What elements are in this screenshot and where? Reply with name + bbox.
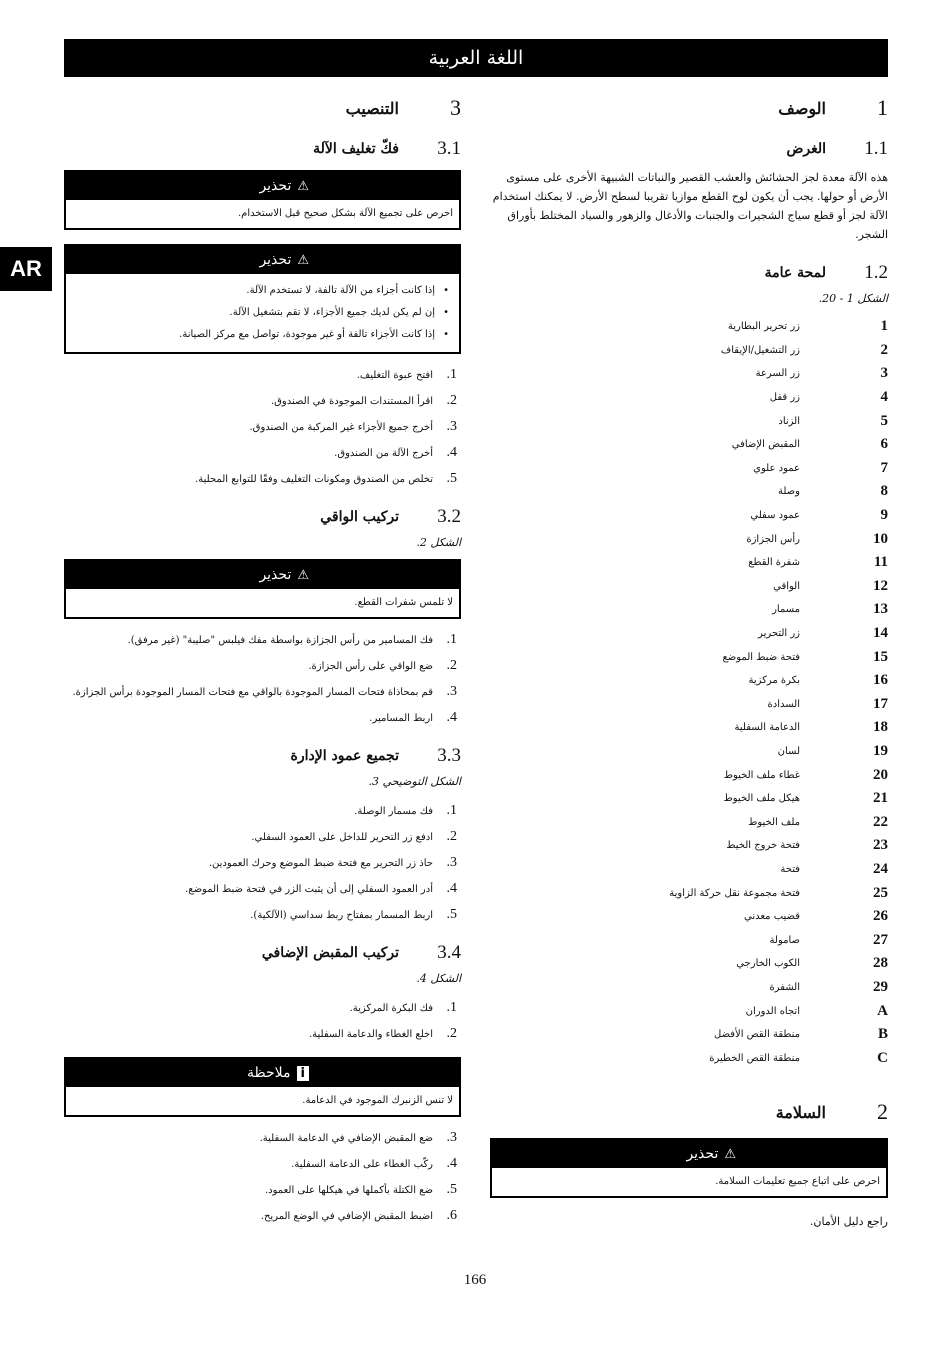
part-number: 18	[873, 719, 888, 736]
list-item	[64, 902, 461, 928]
list-item	[64, 466, 461, 492]
part-label: منطقة القص الأفضل	[714, 1029, 800, 1041]
part-number: A	[877, 1002, 888, 1019]
part-number: 13	[873, 601, 888, 618]
step-text: حاذ زر التحرير مع فتحة ضبط الموضع وحرك العمودين.	[208, 857, 433, 869]
subsection-heading	[64, 134, 461, 164]
part-label: زر السرعة	[755, 368, 800, 380]
list-item	[490, 504, 888, 528]
page-number: 166	[463, 1272, 487, 1288]
list-item	[64, 1151, 461, 1177]
figure-reference: الشكل 1 - 20.	[818, 292, 888, 305]
subsection-title: تركيب المقبض الإضافي	[261, 945, 399, 961]
list-item	[64, 440, 461, 466]
warning-icon: ⚠	[724, 1147, 736, 1162]
part-label: ملف الخيوط	[748, 816, 800, 828]
note-header	[66, 1059, 459, 1087]
list-item	[64, 679, 461, 705]
warning-text: احرص على اتباع جميع تعليمات السلامة.	[715, 1176, 880, 1187]
list-item	[64, 653, 461, 679]
list-item	[490, 952, 888, 976]
subsection-heading	[64, 741, 461, 771]
section-title: السلامة	[775, 1102, 826, 1122]
part-number: 25	[873, 884, 888, 901]
part-label: المقبض الإضافي	[731, 439, 800, 451]
list-item	[64, 627, 461, 653]
part-number: 24	[873, 860, 888, 877]
warning-icon: ⚠	[297, 568, 309, 583]
list-item	[490, 669, 888, 693]
section-title: التنصيب	[345, 98, 399, 118]
step-number: 1.	[446, 1000, 457, 1015]
part-number: 26	[873, 908, 888, 925]
list-item	[490, 527, 888, 551]
step-number: 3.	[446, 855, 457, 870]
info-icon: i	[297, 1066, 309, 1081]
part-label: اتجاه الدوران	[745, 1005, 800, 1017]
list-item	[64, 1125, 461, 1151]
list-item	[490, 858, 888, 882]
part-number: 21	[873, 790, 888, 807]
step-number: 4.	[446, 1156, 457, 1171]
list-item	[490, 1023, 888, 1047]
list-item	[490, 693, 888, 717]
part-label: فتحة	[780, 863, 800, 875]
section-number: 2	[877, 1099, 888, 1124]
step-text: اضبط المقبض الإضافي في الوضع المريح.	[260, 1210, 433, 1222]
step-text: ضع الكتلة بأكملها في هيكلها على العمود.	[265, 1184, 433, 1196]
subsection-number: 3.1	[437, 138, 461, 159]
step-text: فك مسمار الوصلة.	[354, 805, 433, 817]
list-item	[490, 881, 888, 905]
part-label: وصلة	[778, 486, 800, 498]
steps-list	[64, 798, 461, 928]
steps-list	[64, 362, 461, 492]
part-label: فتحة مجموعة نقل حركة الزاوية	[669, 887, 800, 899]
list-item	[490, 315, 888, 339]
safety-reference: راجع دليل الأمان.	[809, 1215, 888, 1228]
step-number: 2.	[446, 393, 457, 408]
subsection-heading	[490, 134, 888, 164]
part-number: 19	[873, 742, 888, 759]
left-column	[64, 92, 461, 1239]
part-number: 29	[873, 978, 888, 995]
subsection-number: 3.2	[437, 506, 461, 527]
part-number: C	[877, 1049, 888, 1066]
step-text: ادفع زر التحرير للداخل على العمود السفلي.	[251, 831, 433, 843]
part-label: زر تحرير البطارية	[727, 321, 800, 333]
part-number: 15	[873, 648, 888, 665]
list-item	[490, 928, 888, 952]
warning-box	[64, 559, 461, 619]
part-label: عمود علوي	[753, 462, 800, 474]
figure-reference: الشكل 2.	[416, 536, 461, 549]
language-banner: اللغة العربية	[64, 39, 888, 77]
warning-text: احرص على تجميع الآلة بشكل صحيح قبل الاستخدام.	[238, 208, 453, 219]
step-text: أخرج الآلة من الصندوق.	[334, 447, 433, 459]
list-item	[490, 433, 888, 457]
list-item	[490, 362, 888, 386]
part-label: عمود سفلي	[750, 510, 800, 522]
part-label: زر التحرير	[758, 628, 800, 640]
part-label: قضيب معدني	[743, 911, 800, 923]
step-text: فك المسامير من رأس الجزازة بواسطة مفك فيلبس "صليبة" (غير مرفق).	[127, 634, 433, 646]
part-number: 10	[873, 530, 888, 547]
part-label: فتحة ضبط الموضع	[722, 651, 800, 663]
part-number: 7	[880, 459, 888, 476]
warning-box	[64, 244, 461, 354]
warning-box	[490, 1138, 888, 1198]
warning-title: تحذير	[259, 567, 292, 583]
list-item	[64, 824, 461, 850]
warning-header	[66, 561, 459, 589]
list-item	[64, 362, 461, 388]
section-number: 1	[877, 95, 888, 120]
purpose-paragraph: هذه الآلة معدة لجز الحشائش والعشب القصير والنباتات الشبيهة الأخرى على مستوى الأرض أو حولها. يجب أن يكون لوح القطع موازيا تقريبا لسطح الأرض. لا يمكنك استخدام الآلة لجز أو قطع سياج الشجيرات والجنبات والأدغال والزهور والسياد المختلط بأوراق الشجر.	[492, 171, 888, 241]
step-text: أخرج جميع الأجزاء غير المركبة من الصندوق.	[249, 421, 433, 433]
list-item	[64, 876, 461, 902]
note-title: ملاحظة	[247, 1065, 291, 1081]
subsection-number: 1.1	[864, 138, 888, 159]
part-label: لسان	[777, 745, 800, 757]
steps-list	[64, 995, 461, 1047]
list-item	[490, 575, 888, 599]
list-item	[490, 598, 888, 622]
part-label: غطاء ملف الخيوط	[723, 769, 800, 781]
warning-header	[492, 1140, 886, 1168]
step-text: ركّب الغطاء على الدعامة السفلية.	[291, 1158, 433, 1170]
part-number: 17	[873, 695, 888, 712]
step-number: 5.	[446, 471, 457, 486]
warning-icon: ⚠	[297, 253, 309, 268]
part-number: 12	[873, 577, 888, 594]
language-tab: AR	[0, 247, 52, 291]
part-number: 14	[873, 625, 888, 642]
part-label: الشفرة	[769, 981, 800, 993]
part-number: 28	[873, 955, 888, 972]
step-text: اربط المسامير.	[369, 712, 433, 724]
subsection-heading	[64, 502, 461, 532]
list-item	[64, 1021, 461, 1047]
section-heading	[490, 92, 888, 124]
parts-list	[490, 315, 888, 1070]
subsection-title: تركيب الواقي	[320, 509, 399, 525]
step-number: 6.	[446, 1208, 457, 1223]
step-number: 2.	[446, 829, 457, 844]
step-text: ضع الواقي على رأس الجزازة.	[308, 660, 433, 672]
list-item	[490, 740, 888, 764]
list-item	[490, 480, 888, 504]
part-number: 1	[880, 318, 888, 335]
list-item	[490, 386, 888, 410]
part-label: فتحة خروج الخيط	[726, 840, 800, 852]
steps-list	[64, 627, 461, 731]
list-item	[64, 705, 461, 731]
part-number: 2	[880, 341, 888, 358]
list-item	[490, 645, 888, 669]
part-label: صامولة	[769, 934, 800, 946]
list-item	[64, 1177, 461, 1203]
part-label: الدعامة السفلية	[734, 722, 800, 734]
step-text: فك البكرة المركزية.	[349, 1002, 433, 1014]
part-label: الواقي	[773, 580, 800, 592]
part-number: 22	[873, 813, 888, 830]
warning-item: • إذا كانت الأجزاء تالفة أو غير موجودة، تواصل مع مركز الصيانة.	[72, 324, 435, 346]
step-text: افتح عبوة التغليف.	[356, 369, 433, 381]
list-item	[64, 1203, 461, 1229]
list-item	[490, 999, 888, 1023]
part-number: 9	[880, 507, 888, 524]
part-label: الكوب الخارجي	[736, 958, 800, 970]
section-number: 3	[450, 95, 461, 120]
subsection-number: 1.2	[864, 262, 888, 283]
list-item	[490, 457, 888, 481]
part-number: 8	[880, 483, 888, 500]
part-label: مسمار	[772, 604, 800, 616]
warning-title: تحذير	[259, 252, 292, 268]
list-item	[490, 716, 888, 740]
part-label: السدادة	[767, 698, 800, 710]
step-number: 1.	[446, 367, 457, 382]
step-number: 5.	[446, 907, 457, 922]
part-label: بكرة مركزية	[748, 675, 800, 687]
part-number: 27	[873, 931, 888, 948]
part-label: زر التشغيل/الإيقاف	[720, 344, 800, 356]
subsection-heading	[490, 258, 888, 288]
warning-header	[66, 172, 459, 200]
step-text: أدر العمود السفلي إلى أن يثبت الزر في فتحة ضبط الموضع.	[185, 883, 433, 895]
list-item	[490, 810, 888, 834]
step-number: 2.	[446, 1026, 457, 1041]
part-label: زر قفل	[769, 392, 800, 404]
figure-reference: الشكل 4.	[416, 972, 461, 985]
step-number: 3.	[446, 1130, 457, 1145]
step-number: 4.	[446, 710, 457, 725]
part-number: 23	[873, 837, 888, 854]
subsection-title: الغرض	[786, 141, 826, 157]
section-heading	[490, 1096, 888, 1128]
subsection-title: فكّ تغليف الآلة	[313, 141, 399, 157]
part-label: رأس الجزازة	[746, 533, 800, 545]
section-title: الوصف	[778, 98, 826, 118]
list-item	[64, 388, 461, 414]
list-item	[64, 414, 461, 440]
list-item	[490, 622, 888, 646]
subsection-heading	[64, 938, 461, 968]
right-column	[490, 92, 888, 1239]
part-number: 5	[880, 412, 888, 429]
step-number: 3.	[446, 684, 457, 699]
step-number: 5.	[446, 1182, 457, 1197]
warning-title: تحذير	[259, 178, 292, 194]
part-label: منطقة القص الخطيرة	[709, 1052, 800, 1064]
list-item	[490, 834, 888, 858]
warning-box	[64, 170, 461, 230]
step-number: 4.	[446, 445, 457, 460]
part-label: الزناد	[778, 415, 800, 427]
list-item	[490, 905, 888, 929]
figure-reference: الشكل التوضيحي 3.	[368, 775, 461, 788]
list-item	[64, 995, 461, 1021]
note-box	[64, 1057, 461, 1117]
part-number: 11	[873, 554, 888, 571]
subsection-title: لمحة عامة	[764, 265, 826, 281]
warning-list	[72, 280, 453, 346]
step-number: 1.	[446, 632, 457, 647]
list-item	[490, 976, 888, 1000]
list-item	[64, 798, 461, 824]
list-item	[490, 551, 888, 575]
step-number: 2.	[446, 658, 457, 673]
note-text: لا تنس الزنبرك الموجود في الدعامة.	[302, 1095, 453, 1106]
subsection-number: 3.3	[437, 745, 461, 766]
warning-item: • إذا كانت أجزاء من الآلة تالفة، لا تستخدم الآلة.	[72, 280, 435, 302]
step-text: اربط المسمار بمفتاح ربط سداسي (الآلكية).	[250, 909, 433, 921]
warning-header	[66, 246, 459, 274]
list-item	[64, 850, 461, 876]
list-item	[490, 763, 888, 787]
step-number: 1.	[446, 803, 457, 818]
part-number: 20	[873, 766, 888, 783]
step-number: 4.	[446, 881, 457, 896]
steps-list	[64, 1125, 461, 1229]
warning-title: تحذير	[686, 1146, 719, 1162]
part-label: شفرة القطع	[748, 557, 800, 569]
step-number: 3.	[446, 419, 457, 434]
warning-text: لا تلمس شفرات القطع.	[354, 597, 453, 608]
warning-item: • إن لم يكن لديك جميع الأجزاء، لا تقم بتشغيل الآلة.	[72, 302, 435, 324]
part-number: 6	[880, 436, 888, 453]
subsection-number: 3.4	[437, 942, 461, 963]
step-text: اخلع الغطاء والدعامة السفلية.	[308, 1028, 433, 1040]
part-number: B	[877, 1026, 888, 1043]
list-item	[490, 1046, 888, 1070]
list-item	[490, 787, 888, 811]
step-text: اقرأ المستندات الموجودة في الصندوق.	[270, 395, 433, 407]
section-heading	[64, 92, 461, 124]
warning-icon: ⚠	[297, 179, 309, 194]
step-text: قم بمحاذاة فتحات المسار الموجودة بالواقي مع فتحات المسار الموجودة برأس الجزازة.	[72, 686, 433, 698]
part-number: 16	[873, 672, 888, 689]
step-text: ضع المقبض الإضافي في الدعامة السفلية.	[259, 1132, 433, 1144]
subsection-title: تجميع عمود الإدارة	[290, 748, 399, 764]
list-item	[490, 409, 888, 433]
part-label: هيكل ملف الخيوط	[723, 793, 800, 805]
part-number: 4	[880, 389, 888, 406]
step-text: تخلص من الصندوق ومكونات التغليف وفقًا للتوابع المحلية.	[195, 473, 433, 485]
list-item	[490, 339, 888, 363]
part-number: 3	[880, 365, 888, 382]
